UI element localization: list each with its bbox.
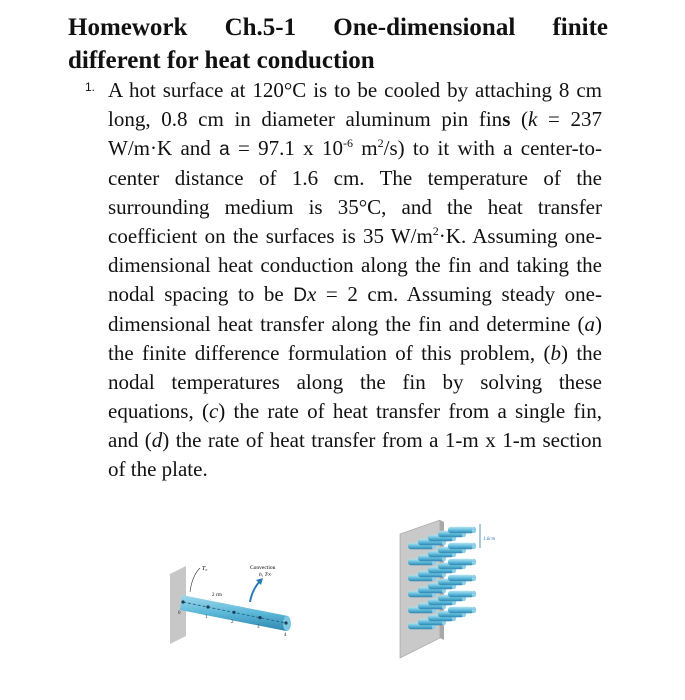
exponent: 2 (377, 136, 384, 150)
symbol-x: x (307, 282, 317, 306)
part-label: c (208, 399, 219, 423)
problem-text: /s) to it with a center-to-center distance of 1.6 cm. The temperature of the surrounding medium is 35°C, and the heat transfer coefficient on the surfaces is 35 W/m (108, 136, 602, 248)
problem-number: 1. (85, 80, 96, 94)
node-label: 2 (231, 620, 234, 625)
symbol-alpha: a (219, 139, 230, 160)
problem-text: m (352, 136, 378, 160)
problem-text: ) the finite difference formulation of this problem, ( (108, 312, 602, 365)
problem-text: = 237 W/m·K and (108, 107, 603, 160)
symbol-k: k (528, 107, 538, 131)
problem-text: ( (510, 107, 529, 131)
node-label: 1 (205, 615, 208, 620)
node-label: 3 (257, 625, 260, 630)
problem-text: ·K. Assuming one-dimensional heat conduction along the fin and taking the nodal spacing to be (108, 224, 602, 306)
t0-label: T₀ (202, 566, 208, 572)
problem-text: A hot surface at 120°C is to be cooled by attaching 8 cm long, 0.8 cm in diameter aluminum pin fin (108, 78, 602, 131)
fin-array-figure (380, 518, 510, 668)
problem-text: ) the rate of heat transfer from a single fin, and ( (108, 399, 602, 452)
symbol-delta: D (293, 285, 307, 306)
node-label: 0 (178, 611, 181, 616)
t0-leader (190, 568, 200, 592)
convection-label: Convection (250, 565, 276, 571)
single-fin-figure (168, 556, 303, 646)
h-tinf-label: h, T∞ (259, 572, 272, 578)
problem-text: = 97.1 x 10 (229, 136, 343, 160)
problem-statement (108, 76, 602, 484)
part-label: d (151, 428, 163, 452)
exponent: 2 (432, 224, 439, 238)
convection-arrow (250, 581, 260, 602)
part-label: b (550, 341, 561, 365)
exponent: -6 (342, 136, 353, 150)
spacing-label: 2 cm (212, 593, 222, 598)
page-title: Homework Ch.5-1 One-dimensional finite different for heat conduction (68, 14, 608, 74)
node-label: 4 (284, 633, 287, 638)
part-label: a (584, 312, 595, 336)
problem-text: ) the nodal temperatures along the fin by solving these equations, ( (108, 341, 602, 423)
problem-text-bold: s (502, 107, 511, 131)
problem-text: ) the rate of heat transfer from a 1-m x 1-m section of the plate. (108, 428, 602, 481)
spacing-label: 1.6cm (483, 537, 496, 542)
problem-text: = 2 cm. Assuming steady one-dimensional heat transfer along the fin and determine ( (108, 282, 603, 336)
